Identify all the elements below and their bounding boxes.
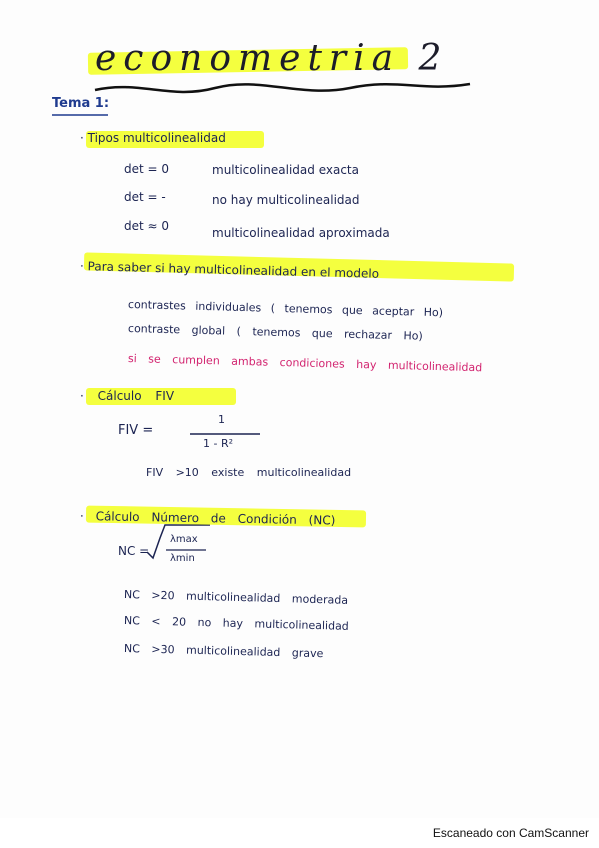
fiv-rule: FIV >10 existe multicolinealidad xyxy=(146,466,352,479)
tipos-line-1-right: multicolinealidad exacta xyxy=(212,163,359,177)
nc-denominator: λmin xyxy=(170,553,195,564)
tipos-heading: · Tipos multicolinealidad xyxy=(80,131,226,145)
saber-line-1: contrastes individuales ( tenemos que aceptar Ho) xyxy=(127,298,444,320)
fiv-heading: · Cálculo FIV xyxy=(80,389,175,403)
nc-rule-2: NC < 20 no hay multicolinealidad xyxy=(123,614,349,633)
fiv-denominator: 1 - R² xyxy=(203,437,234,450)
tipos-line-1-left: det = 0 xyxy=(124,162,170,176)
tipos-line-3-left: det ≈ 0 xyxy=(124,219,170,233)
nc-rule-3: NC >30 multicolinealidad grave xyxy=(123,642,324,661)
tipos-line-3-right: multicolinealidad aproximada xyxy=(212,226,390,240)
saber-heading-text: Para saber si hay multicolinealidad en el modelo xyxy=(87,259,380,281)
tema-label: Tema 1: xyxy=(52,96,110,111)
saber-heading: · Para saber si hay multicolinealidad en el modelo xyxy=(79,259,380,281)
saber-line-2: contraste global ( tenemos que rechazar Ho) xyxy=(127,322,423,343)
nc-formula-left: NC = xyxy=(118,544,150,558)
nc-numerator: λmax xyxy=(170,534,198,545)
saber-note: si se cumplen ambas condiciones hay multicolinealidad xyxy=(127,352,483,375)
fiv-formula-left: FIV = xyxy=(118,423,154,438)
page-title: econometria 2 xyxy=(95,38,449,79)
tipos-line-2-right: no hay multicolinealidad xyxy=(212,193,360,207)
nc-rule-1: NC >20 multicolinealidad moderada xyxy=(123,588,349,607)
title-squiggle xyxy=(95,84,470,92)
scanner-watermark: Escaneado con CamScanner xyxy=(432,826,589,840)
fiv-numerator: 1 xyxy=(218,413,225,426)
tipos-line-2-left: det = - xyxy=(124,190,166,204)
fiv-heading-text: Cálculo FIV xyxy=(97,389,175,403)
nc-heading-text: Cálculo Número de Condición (NC) xyxy=(95,509,336,528)
tipos-heading-text: Tipos multicolinealidad xyxy=(87,131,226,145)
nc-heading: · Cálculo Número de Condición (NC) xyxy=(79,509,336,528)
